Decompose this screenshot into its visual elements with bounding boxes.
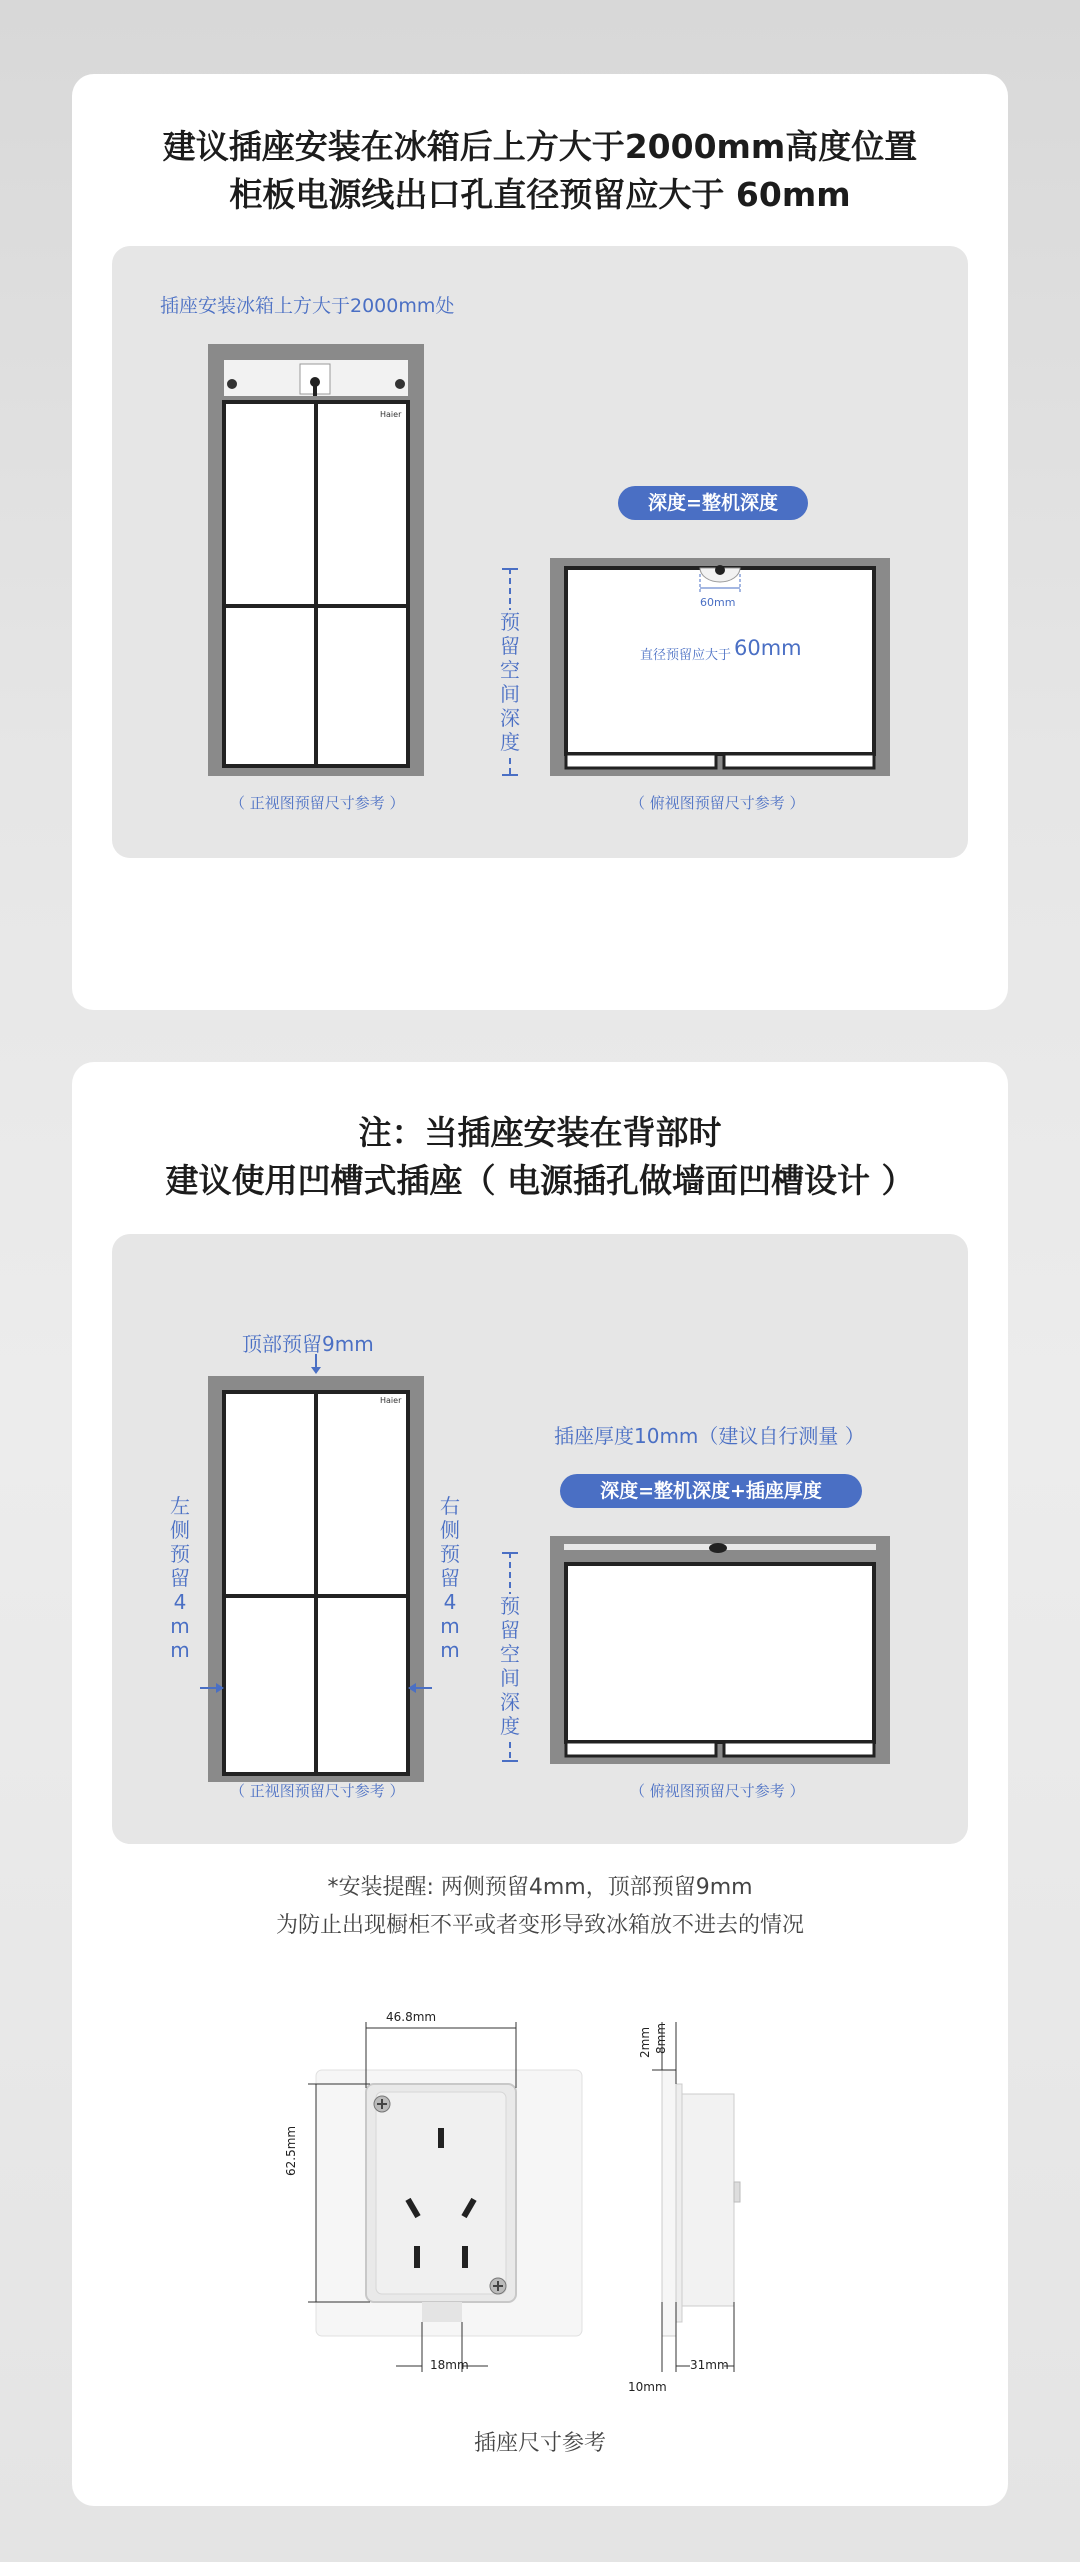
front-view-diagram: [208, 344, 424, 776]
top-view-caption-2: （ 俯视图预留尺寸参考 ）: [630, 1782, 805, 1800]
socket-position-label: 插座安装冰箱上方大于2000mm处: [160, 295, 455, 317]
install-note-line2: 为防止出现橱柜不平或者变形导致冰箱放不进去的情况: [275, 1913, 804, 1938]
install-note-line1: *安装提醒: 两侧预留4mm，顶部预留9mm: [327, 1875, 753, 1900]
diagram-panel-2: [112, 1234, 968, 1844]
top-view-caption: （ 俯视图预留尺寸参考 ）: [630, 794, 805, 812]
dim-side-top-label: 8mm: [654, 2022, 668, 2054]
section1-title-line2: 柜板电源线出口孔直径预留应大于 60mm: [229, 175, 851, 214]
front-view-diagram-2: [208, 1354, 424, 1782]
dim-top-offset-label: 2mm: [638, 2026, 652, 2058]
dim-height-label: 62.5mm: [284, 2125, 298, 2176]
depth-pill: 深度=整机深度: [618, 486, 808, 520]
hole-small-label: 60mm: [700, 596, 736, 609]
section1-title-line1: 建议插座安装在冰箱后上方大于2000mm高度位置: [162, 127, 918, 166]
left-reserve-label: 左侧预留4mm: [170, 1494, 190, 1662]
reserve-depth-label: 预留空间深度: [500, 610, 520, 754]
socket-thickness-label: 插座厚度10mm（建议自行测量 ）: [554, 1424, 865, 1448]
hole-label-value: 60mm: [734, 636, 802, 660]
hole-label-prefix: 直径预留应大于: [640, 648, 732, 663]
top-view-diagram: [550, 558, 890, 776]
reserve-depth-label-2: 预留空间深度: [500, 1594, 520, 1738]
socket-caption: 插座尺寸参考: [473, 2431, 606, 2456]
front-view-caption: （ 正视图预留尺寸参考 ）: [230, 794, 405, 812]
front-view-caption-2: （ 正视图预留尺寸参考 ）: [230, 1782, 405, 1800]
info-card-2: [72, 1062, 1008, 2506]
section2-title-line1: 注：当插座安装在背部时: [358, 1113, 722, 1152]
top-view-diagram-2: [550, 1536, 890, 1764]
dim-bottom-label: 18mm: [430, 2358, 469, 2372]
diagram-panel-1: [112, 246, 968, 858]
brand-mark-2: Haier: [380, 1396, 402, 1405]
brand-mark: Haier: [380, 410, 402, 419]
depth-pill-2: 深度=整机深度+插座厚度: [560, 1474, 862, 1508]
socket-dimension-drawing: [272, 2002, 832, 2422]
dim-plate-label: 10mm: [628, 2380, 667, 2394]
info-card-1: [72, 74, 1008, 1010]
section2-title-line2: 建议使用凹槽式插座（ 电源插孔做墙面凹槽设计 ）: [165, 1161, 915, 1200]
top-reserve-label: 顶部预留9mm: [242, 1332, 374, 1356]
dim-width-label: 46.8mm: [386, 2010, 437, 2024]
right-reserve-label: 右侧预留4mm: [440, 1494, 460, 1662]
dim-depth-label: 31mm: [690, 2358, 729, 2372]
